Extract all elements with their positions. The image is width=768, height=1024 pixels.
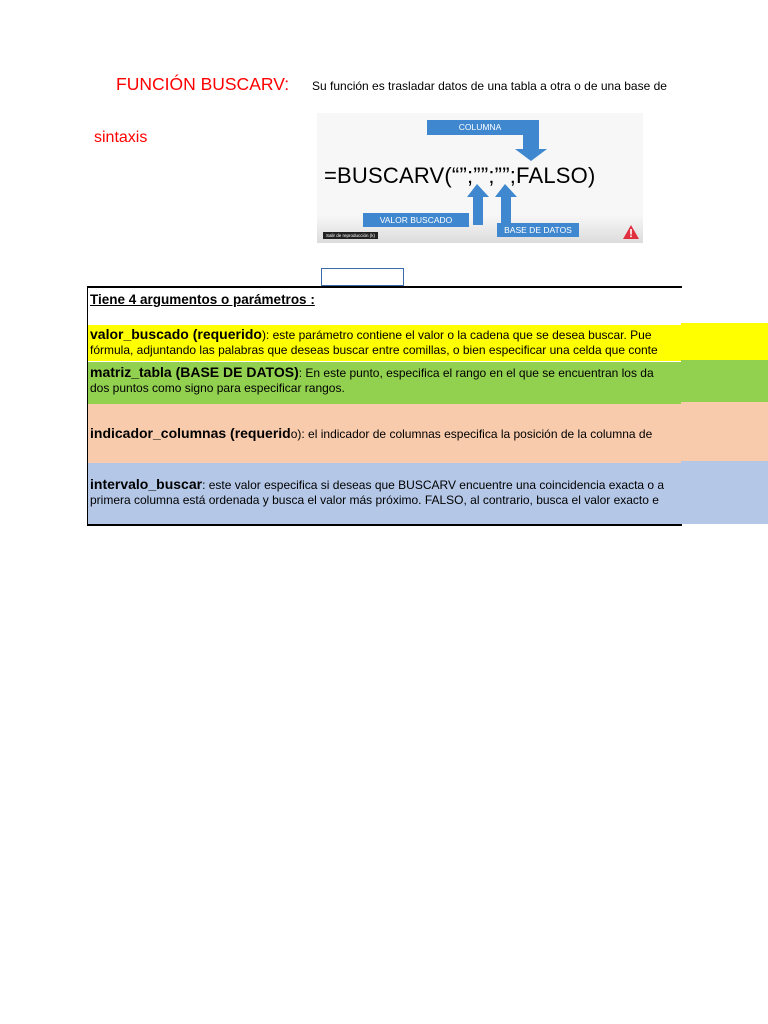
formula-text: =BUSCARV(“”;””;””;FALSO) (324, 163, 596, 188)
row-term: intervalo_buscar (90, 476, 203, 492)
row-text-line1: ): este parámetro contiene el valor o la cadena que se desea buscar. Pue (261, 328, 652, 342)
row-extension-peach (681, 402, 768, 462)
row-text-line2: primera columna está ordenada y busca el valor más próximo. FALSO, al contrario, busca el valor exacto e (90, 493, 659, 507)
table-row-intervalo-buscar (88, 463, 768, 524)
row-text-line2: fórmula, adjuntando las palabras que deseas buscar entre comillas, o bien especificar una celda que conte (90, 343, 658, 357)
table-heading: Tiene 4 argumentos o parámetros : (90, 292, 315, 307)
table-row-matriz-tabla (88, 362, 768, 404)
base-datos-arrow-label: BASE DE DATOS (497, 223, 579, 237)
arguments-table (87, 286, 682, 526)
row-text-line1: : este valor especifica si deseas que BUSCARV encuentre una coincidencia exacta o a (202, 478, 665, 492)
table-row-indicador-columnas (88, 404, 768, 464)
columna-arrow-label: COLUMNA (435, 120, 525, 134)
row-text-line2: dos puntos como signo para especificar rangos. (90, 381, 345, 395)
row-term: matriz_tabla (BASE DE DATOS) (90, 364, 299, 380)
valor-buscado-arrow-label: VALOR BUSCADO (363, 213, 469, 227)
row-extension-yellow (681, 323, 768, 359)
row-text-line1: : En este punto, especifica el rango en el que se encuentran los da (298, 366, 654, 380)
table-row-valor-buscado (88, 325, 768, 361)
function-description: Su función es trasladar datos de una tabla a otra o de una base de (312, 79, 667, 93)
function-title: FUNCIÓN BUSCARV: (116, 74, 290, 94)
syntax-diagram (317, 113, 643, 243)
warning-icon (623, 225, 639, 239)
row-extension-green (681, 360, 768, 402)
row-term: valor_buscado (requerido (90, 326, 262, 342)
syntax-label: sintaxis (94, 129, 148, 146)
row-extension-blue (681, 461, 768, 522)
selected-cell[interactable] (321, 268, 404, 286)
row-term: indicador_columnas (requerid (90, 425, 291, 441)
playback-tooltip: Salir de reproducción (k) (323, 232, 378, 239)
row-text-line1: o): el indicador de columnas especifica la posición de la columna de (290, 427, 653, 441)
